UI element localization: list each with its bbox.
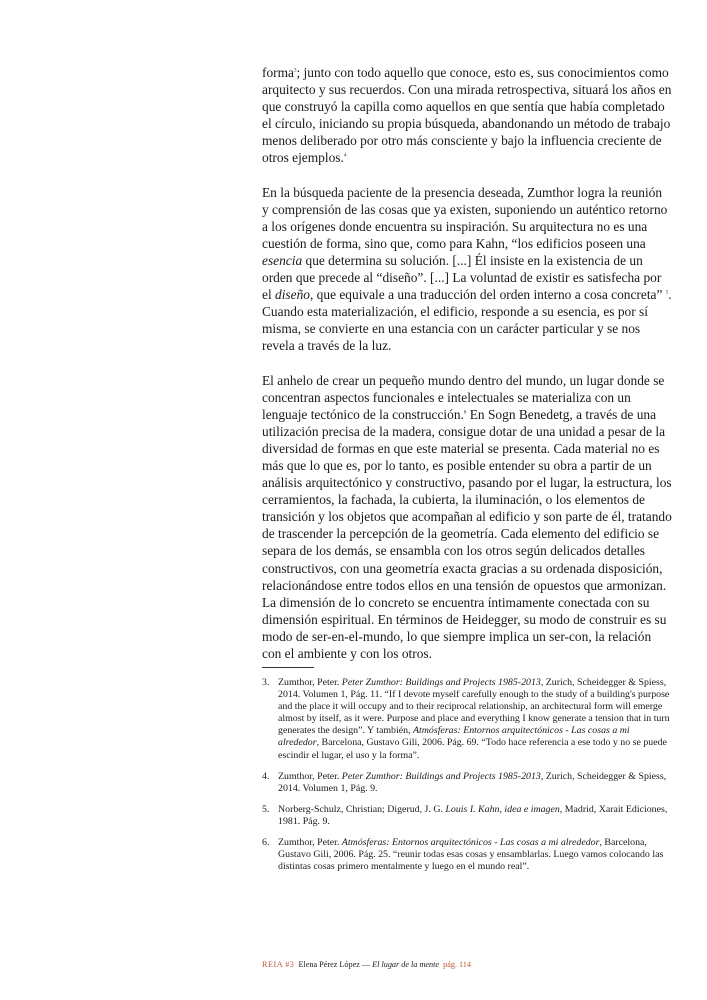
book-title: Peter Zumthor: Buildings and Projects 1985-2013 (341, 770, 541, 782)
body-text (262, 64, 672, 679)
text-run: Zumthor, Peter. (278, 677, 342, 688)
footnote-number: 6. (262, 837, 270, 849)
footnote-ref-5[interactable]: 5 (665, 290, 669, 296)
text-run: forma (262, 65, 294, 80)
article-title: El lugar de la mente (372, 960, 439, 969)
text-run: ; junto con todo aquello que conoce, esto es, sus conocimientos como arquitecto y sus recuerdos. Con una mirada retrospectiva, situará los años en que construyó la capilla como aquellos en que sentía que había completado el círculo, iniciando su propia búsqueda, abandonando un método de trabajo menos deliberado por otro más consciente y bajo la influencia creciente de otros ejemplos. (262, 65, 672, 166)
text-run: , Barcelona, Gustavo Gili, 2006. Pág. 25. “reunir todas esas cosas y ensamblarlas. Luego vamos colocando las distintas cosas primero mentalmente y luego en el mundo real”. (278, 837, 664, 873)
emphasis: esencia (262, 252, 303, 268)
journal-name: REIA #3 (262, 960, 295, 969)
text-run: En la búsqueda paciente de la presencia deseada, Zumthor logra la reunión y comprensión de las cosas que ya existen, suponiendo un auténtico retorno a los orígenes donde encuentra su inspiración. Su arquitectura no es una cuestión de forma, sino que, como para Kahn, “los edificios poseen una (262, 184, 668, 251)
book-title: Atmósferas: Entornos arquitectónicos - Las cosas a mi alrededor (341, 837, 600, 849)
footnote-4 (262, 771, 672, 795)
book-title: Peter Zumthor: Buildings and Projects 1985-2013 (341, 677, 541, 688)
paragraph-1 (262, 64, 672, 167)
footnote-ref-4[interactable]: 4 (343, 154, 347, 159)
text-run: . Cuando esta materialización, el edificio, responde a su esencia, es por sí misma, se convierte en una estancia con un carácter particular y se nos revela a través de la luz. (262, 287, 672, 354)
text-run: Norberg-Schulz, Christian; Digerud, J. G. (278, 803, 446, 815)
text-run: que determina su solución. [...] Él insiste en la existencia de un orden que precede al “diseño”. [...] La voluntad de existir es satisfecha por el (262, 252, 662, 303)
footnote-3 (262, 677, 672, 762)
footnote-text (278, 804, 672, 828)
page-number: pág. 114 (443, 960, 471, 969)
text-run: , Madrid, Xarait Ediciones, 1981. Pág. 9. (278, 803, 668, 827)
author-name: Elena Pérez López (298, 960, 360, 969)
book-title: Atmósferas: Entornos arquitectónicos - Las cosas a mi alrededor (278, 725, 630, 749)
text-run: En Sogn Benedetg, a través de una utilización precisa de la madera, consigue dotar de una unidad a pesar de la diversidad de formas en que este material se presenta. Cada material no es más que lo que es, por lo tanto, es posible entender su obra a partir de un análisis arquitectónico y constructivo, pasando por el lugar, la estructura, los cerramientos, la fachada, la cubierta, la iluminación, o los elementos de transición y los objetos que acompañan al edificio y son parte de él, tratando de trascender la percepción de la geometría. Cada elemento del edificio se separa de los demás, se ensambla con los otros según delicados detalles constructivos, con una geometría exacta gracias a su ordenada disposición, relacionándose entre todos ellos en una tensión de opuestos que armonizan. La dimensión de lo concreto se encuentra íntimamente conectada con su dimensión espiritual. En términos de Heidegger, su modo de construir es su modo de ser-en-el-mundo, lo que siempre implica un ser-con, la relación con el ambiente y con los otros. (262, 406, 672, 661)
footnote-divider (262, 667, 314, 668)
text-run: Zumthor, Peter. (278, 770, 342, 782)
footnote-text (278, 771, 672, 795)
footer-separator: — (361, 960, 371, 969)
footnote-6 (262, 837, 672, 873)
footnote-text (278, 837, 672, 873)
book-title: Louis I. Kahn, idea e imagen (445, 803, 560, 815)
paragraph-3 (262, 372, 672, 663)
text-run: , Zurich, Scheidegger & Spiess, 2014. Volumen 1, Pág. 9. (278, 770, 667, 794)
emphasis: diseño (275, 287, 310, 303)
footnote-ref-3[interactable]: 3 (293, 68, 297, 74)
footnote-number: 4. (262, 770, 270, 782)
page-footer (262, 960, 682, 969)
paragraph-2 (262, 184, 672, 355)
footnote-5 (262, 804, 672, 828)
footnote-text (278, 677, 672, 762)
text-run: Zumthor, Peter. (278, 837, 342, 849)
footnote-number: 5. (262, 803, 270, 815)
text-run: El anhelo de crear un pequeño mundo dentro del mundo, un lugar donde se concentran aspectos funcionales e intelectuales se materializa con un lenguaje tectónico de la construcción. (262, 372, 665, 422)
footnote-number: 3. (262, 677, 270, 688)
text-run: , Barcelona, Gustavo Gili, 2006. Pág. 69. “Todo hace referencia a ese todo y no se puede escindir el lugar, el uso y la forma”. (278, 737, 667, 761)
text-run: , que equivale a una traducción del orden interno a cosa concreta” (309, 287, 666, 303)
text-run: , Zurich, Scheidegger & Spiess, 2014. Volumen 1, Pág. 11. “If I devote myself carefully enough to the study of a building's purpose and the place it will occupy and to their reciprocal relationship, an architectural form will emerge almost by itself, as it were. Purpose and place and everything I know generate a tension that in turn generates the design”. Y también, (278, 677, 670, 737)
footnotes (262, 677, 672, 882)
footnote-ref-6[interactable]: 6 (463, 410, 467, 416)
